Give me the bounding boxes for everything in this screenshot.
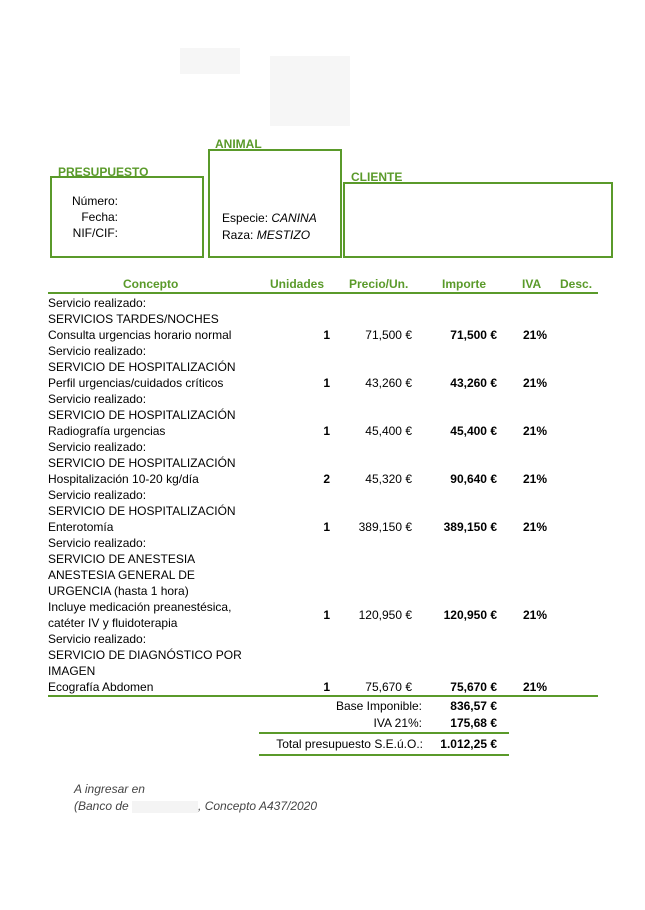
total-value: 1.012,25 € <box>440 737 497 751</box>
raza-value: MESTIZO <box>256 228 311 242</box>
table-header-rule <box>48 292 598 294</box>
concepto-line: Servicio realizado: <box>48 632 147 646</box>
col-importe: Importe <box>442 277 487 291</box>
table-row <box>48 631 598 695</box>
row-concepto <box>48 535 263 631</box>
nif-label: NIF/CIF: <box>72 226 118 240</box>
concepto-line: ANESTESIA GENERAL DE <box>48 568 195 582</box>
especie-line <box>222 210 317 227</box>
row-iva: 21% <box>522 680 547 694</box>
row-importe: 71,500 € <box>450 328 497 342</box>
concepto-line: Servicio realizado: <box>48 536 147 550</box>
concepto-line: Ecografía Abdomen <box>48 680 154 694</box>
especie-value: CANINA <box>271 211 317 225</box>
concepto-line: Servicio realizado: <box>48 344 147 358</box>
concepto-line: URGENCIA (hasta 1 hora) <box>48 584 189 598</box>
row-concepto <box>48 439 263 487</box>
concept-text: , Concepto A437/2020 <box>198 799 318 813</box>
iva-label: IVA 21%: <box>373 716 422 730</box>
row-iva: 21% <box>522 472 547 486</box>
col-concepto: Concepto <box>123 277 179 291</box>
concepto-line: SERVICIOS TARDES/NOCHES <box>48 312 219 326</box>
row-precio: 45,400 € <box>365 424 412 438</box>
table-row <box>48 295 598 343</box>
col-desc: Desc. <box>560 277 593 291</box>
row-unidades: 1 <box>323 520 330 534</box>
table-row <box>48 439 598 487</box>
animal-fields <box>222 210 317 244</box>
row-importe: 45,400 € <box>450 424 497 438</box>
row-unidades: 2 <box>323 472 330 486</box>
concepto-line: SERVICIO DE HOSPITALIZACIÓN <box>48 504 236 518</box>
concepto-line: Servicio realizado: <box>48 488 147 502</box>
total-label: Total presupuesto S.E.ú.O.: <box>276 737 423 751</box>
concepto-line: Radiografía urgencias <box>48 424 166 438</box>
row-importe: 43,260 € <box>450 376 497 390</box>
row-concepto <box>48 631 263 695</box>
row-iva: 21% <box>522 424 547 438</box>
concepto-line: SERVICIO DE HOSPITALIZACIÓN <box>48 456 236 470</box>
row-concepto <box>48 343 263 391</box>
table-bottom-rule <box>48 695 598 697</box>
concepto-line: Perfil urgencias/cuidados críticos <box>48 376 224 390</box>
logo-placeholder-2 <box>270 56 350 126</box>
animal-label: ANIMAL <box>215 137 262 151</box>
concepto-line: Hospitalización 10-20 kg/día <box>48 472 199 486</box>
row-precio: 43,260 € <box>365 376 412 390</box>
row-unidades: 1 <box>323 680 330 694</box>
row-concepto <box>48 487 263 535</box>
payment-line-2 <box>74 798 317 815</box>
raza-label: Raza: <box>222 228 254 242</box>
concepto-line: Servicio realizado: <box>48 440 147 454</box>
base-imponible-label: Base Imponible: <box>335 699 422 713</box>
concepto-line: Consulta urgencias horario normal <box>48 328 232 342</box>
concepto-line: SERVICIO DE HOSPITALIZACIÓN <box>48 408 236 422</box>
presupuesto-fields <box>58 193 118 241</box>
row-unidades: 1 <box>323 376 330 390</box>
concepto-line: Servicio realizado: <box>48 392 147 406</box>
row-importe: 120,950 € <box>443 608 497 622</box>
row-importe: 389,150 € <box>443 520 497 534</box>
cliente-box <box>343 182 613 258</box>
payment-note <box>74 781 317 815</box>
col-unidades: Unidades <box>270 277 325 291</box>
row-precio: 389,150 € <box>358 520 412 534</box>
fecha-label: Fecha: <box>81 210 118 224</box>
concepto-line: SERVICIO DE ANESTESIA <box>48 552 196 566</box>
concepto-line: Servicio realizado: <box>48 296 147 310</box>
col-iva: IVA <box>522 277 542 291</box>
concepto-line: SERVICIO DE DIAGNÓSTICO POR <box>48 648 242 662</box>
base-imponible-value: 836,57 € <box>450 699 497 713</box>
redacted-bank <box>132 801 198 813</box>
row-precio: 75,670 € <box>365 680 412 694</box>
total-rule <box>259 754 509 756</box>
row-importe: 90,640 € <box>450 472 497 486</box>
totals-rule <box>259 732 509 734</box>
presupuesto-label: PRESUPUESTO <box>58 165 149 179</box>
concepto-line: IMAGEN <box>48 664 96 678</box>
row-unidades: 1 <box>323 608 330 622</box>
row-iva: 21% <box>522 520 547 534</box>
concepto-line: Incluye medicación preanestésica, <box>48 600 232 614</box>
row-iva: 21% <box>522 608 547 622</box>
row-iva: 21% <box>522 376 547 390</box>
row-precio: 45,320 € <box>365 472 412 486</box>
cliente-label: CLIENTE <box>351 170 403 184</box>
col-precio: Precio/Un. <box>349 277 409 291</box>
row-concepto <box>48 391 263 439</box>
table-row <box>48 487 598 535</box>
row-iva: 21% <box>522 328 547 342</box>
concepto-line: SERVICIO DE HOSPITALIZACIÓN <box>48 360 236 374</box>
payment-line-1: A ingresar en <box>74 782 145 796</box>
row-unidades: 1 <box>323 328 330 342</box>
row-importe: 75,670 € <box>450 680 497 694</box>
logo-placeholder <box>180 48 240 74</box>
row-precio: 71,500 € <box>365 328 412 342</box>
concepto-line: Enterotomía <box>48 520 114 534</box>
table-row <box>48 535 598 631</box>
raza-line <box>222 227 317 244</box>
row-precio: 120,950 € <box>358 608 412 622</box>
row-concepto <box>48 295 263 343</box>
table-header <box>48 277 597 293</box>
especie-label: Especie: <box>222 211 269 225</box>
iva-value: 175,68 € <box>450 716 497 730</box>
row-unidades: 1 <box>323 424 330 438</box>
concepto-line: catéter IV y fluidoterapia <box>48 616 178 630</box>
bank-prefix: (Banco de <box>74 799 129 813</box>
numero-label: Número: <box>71 194 118 208</box>
table-row <box>48 343 598 391</box>
table-row <box>48 391 598 439</box>
